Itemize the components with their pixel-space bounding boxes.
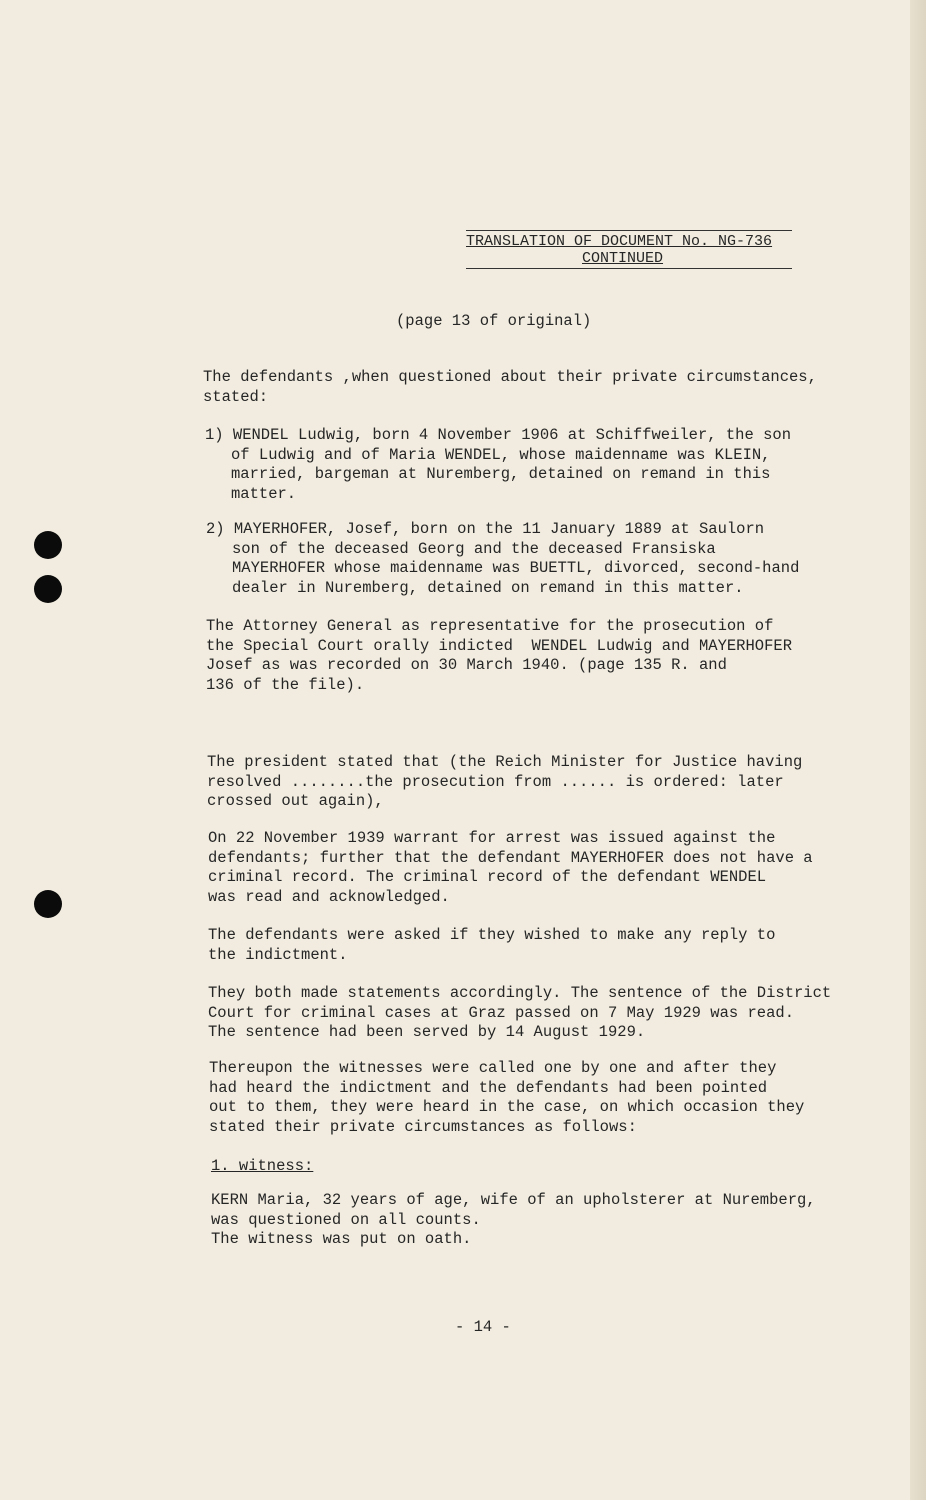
text-line: Josef as was recorded on 30 March 1940. (page 135 R. and [206,656,727,674]
header-continued: CONTINUED [582,250,664,267]
reply-paragraph [208,926,775,965]
witness-paragraph [211,1191,816,1250]
text-line: The defendants ,when questioned about their private circumstances, [203,368,817,386]
warrant-paragraph [208,829,813,907]
document-header [466,230,792,269]
witnesses-paragraph [209,1059,804,1137]
text-line: was read and acknowledged. [208,887,450,906]
text-line: had heard the indictment and the defendants had been pointed [209,1078,768,1097]
text-line: dealer in Nuremberg, detained on remand in this matter. [232,578,744,597]
text-line: Thereupon the witnesses were called one by one and after they [209,1059,777,1077]
defendant-item-2 [206,520,799,598]
text-line: out to them, they were heard in the case, on which occasion they [209,1098,805,1116]
text-line: criminal record. The criminal record of the defendant WENDEL [208,868,767,886]
punch-hole [34,531,62,559]
intro-paragraph [203,368,817,407]
text-line: Court for criminal cases at Graz passed on 7 May 1929 was read. [208,1003,794,1022]
text-line: The Attorney General as representative for the prosecution of [206,617,774,635]
text-line: was questioned on all counts. [211,1210,481,1229]
defendant-item-1 [205,426,791,504]
punch-hole [34,890,62,918]
text-line: married, bargeman at Nuremberg, detained on remand in this [231,465,771,483]
text-line: MAYERHOFER whose maidenname was BUETTL, divorced, second-hand [232,559,800,577]
text-line: 136 of the file). [206,675,365,694]
text-line: The defendants were asked if they wished to make any reply to [208,926,776,944]
text-line: The sentence had been served by 14 August 1929. [208,1023,646,1041]
text-line: stated their private circumstances as follows: [209,1117,637,1136]
text-line: of Ludwig and of Maria WENDEL, whose maidenname was KLEIN, [231,445,771,464]
page-number: - 14 - [455,1318,511,1336]
page-edge [910,0,926,1500]
header-rule [466,268,792,269]
punch-hole [34,575,62,603]
text-line: On 22 November 1939 warrant for arrest was issued against the [208,829,776,847]
text-line: 2) MAYERHOFER, Josef, born on the 11 January 1889 at Saulorn [206,520,765,538]
text-line: matter. [231,484,297,503]
page-reference: (page 13 of original) [396,312,592,330]
text-line: son of the deceased Georg and the deceased Fransiska [232,539,716,558]
witness-heading: 1. witness: [211,1157,314,1175]
text-line: KERN Maria, 32 years of age, wife of an upholsterer at Nuremberg, [211,1191,816,1209]
text-line: crossed out again), [207,792,384,810]
text-line: The witness was put on oath. [211,1230,472,1248]
header-title: TRANSLATION OF DOCUMENT No. NG-736 [466,233,773,250]
text-line: resolved ........the prosecution from ...... is ordered: later [207,772,784,791]
statements-paragraph [208,984,831,1043]
header-rule [466,230,792,231]
text-line: stated: [203,387,269,406]
text-line: They both made statements accordingly. The sentence of the District [208,984,832,1002]
text-line: 1) WENDEL Ludwig, born 4 November 1906 at Schiffweiler, the son [205,426,791,444]
attorney-paragraph [206,617,792,695]
text-line: the indictment. [208,945,348,964]
text-line: the Special Court orally indicted WENDEL Ludwig and MAYERHOFER [206,636,792,655]
text-line: The president stated that (the Reich Minister for Justice having [207,753,803,771]
text-line: defendants; further that the defendant MAYERHOFER does not have a [208,848,813,867]
president-paragraph [207,753,802,812]
